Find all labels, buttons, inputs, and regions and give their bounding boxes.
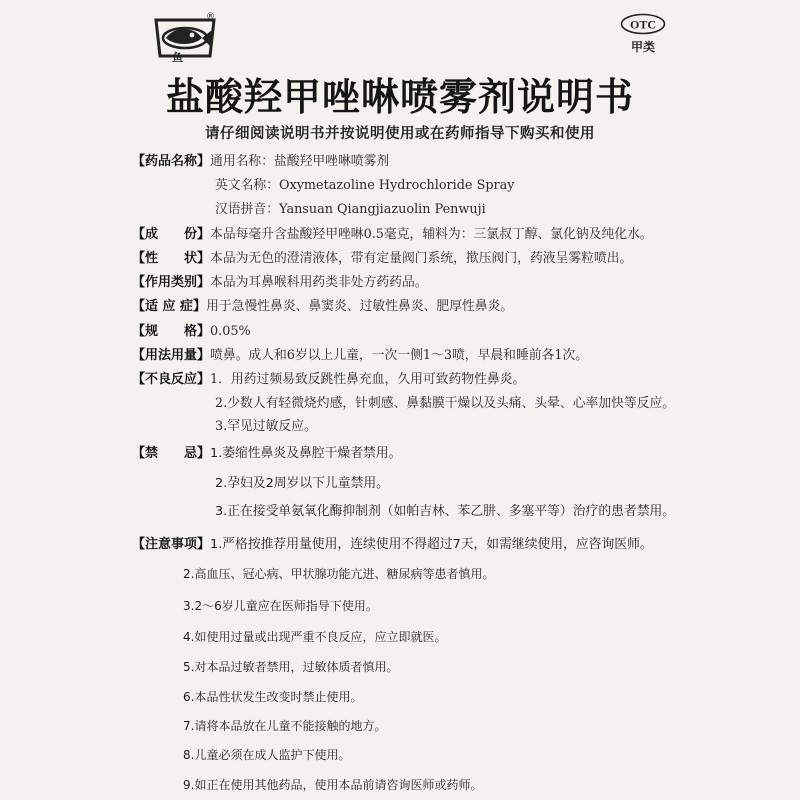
adverse-item: 1．用药过频易致反跳性鼻充血，久用可致药物性鼻炎。: [210, 372, 526, 387]
adverse-row: [132, 368, 525, 387]
indications-text: 用于急慢性鼻炎、鼻窦炎、过敏性鼻炎、肥厚性鼻炎。: [206, 299, 514, 314]
category-text: 本品为耳鼻喉科用药类非处方药药品。: [210, 275, 428, 290]
ingredients-text: 本品每毫升含盐酸羟甲唑啉0.5毫克，辅料为：三氯叔丁醇、氯化钠及纯化水。: [210, 227, 653, 242]
adverse-item: 2.少数人有轻微烧灼感，针刺感、鼻黏膜干燥以及头痛、头晕、心率加快等反应。: [215, 396, 676, 411]
dosage-text: 喷鼻。成人和6岁以上儿童，一次一侧1～3喷，早晨和睡前各1次。: [210, 348, 589, 363]
logo-text: 鱼: [172, 51, 183, 64]
generic-name: 通用名称：盐酸羟甲唑啉喷雾剂: [210, 154, 390, 169]
appearance-row: [132, 247, 632, 266]
contraindication-item: 2.孕妇及2周岁以下儿童禁用。: [215, 476, 389, 491]
precaution-item: 4.如使用过量或出现严重不良反应，应立即就医。: [183, 630, 447, 644]
section-label: 【适 应 症】: [132, 299, 207, 314]
precaution-item: 3.2～6岁儿童应在医师指导下使用。: [183, 599, 378, 613]
precaution-item: 7.请将本品放在儿童不能接触的地方。: [183, 719, 387, 733]
precaution-item: 9.如正在使用其他药品，使用本品前请咨询医师或药师。: [183, 778, 483, 792]
ingredients-row: [132, 223, 653, 242]
section-label: 【不良反应】: [132, 372, 211, 387]
contraindications-row: [132, 442, 401, 461]
registered-mark: ®: [206, 12, 215, 22]
pinyin-name: 汉语拼音：Yansuan Qiangjiazuolin Penwuji: [215, 202, 486, 217]
otc-badge-text: OTC: [629, 17, 657, 32]
section-label: 【作用类别】: [132, 275, 211, 290]
section-label: 【用法用量】: [132, 348, 211, 363]
dosage-row: [132, 344, 588, 363]
precaution-item: 8.儿童必须在成人监护下使用。: [183, 748, 351, 762]
category-row: [132, 271, 428, 290]
precaution-item: 6.本品性状发生改变时禁止使用。: [183, 690, 363, 704]
section-label: 【注意事项】: [132, 537, 211, 552]
precaution-item: 5.对本品过敏者禁用，过敏体质者慎用。: [183, 660, 399, 674]
contraindication-item: 1.萎缩性鼻炎及鼻腔干燥者禁用。: [210, 446, 402, 461]
adverse-item: 3.罕见过敏反应。: [215, 419, 317, 434]
section-label: 【规 格】: [132, 324, 211, 339]
spec-row: [132, 320, 251, 339]
otc-oval-icon: [620, 13, 666, 35]
spec-text: 0.05%: [210, 324, 251, 339]
section-label: 【药品名称】: [132, 154, 211, 169]
precautions-row: [132, 533, 653, 552]
section-label: 【禁 忌】: [132, 446, 211, 461]
contraindication-item: 3.正在接受单氨氧化酶抑制剂（如帕吉林、苯乙肼、多塞平等）治疗的患者禁用。: [215, 504, 676, 519]
english-name: 英文名称：Oxymetazoline Hydrochloride Spray: [215, 178, 515, 193]
section-label: 【成 份】: [132, 227, 211, 242]
appearance-text: 本品为无色的澄清液体，带有定量阀门系统，揿压阀门，药液呈雾粒喷出。: [210, 251, 633, 266]
precaution-item: 2.高血压、冠心病、甲状腺功能亢进、糖尿病等患者慎用。: [183, 567, 495, 581]
page-subtitle: 请仔细阅读说明书并按说明使用或在药师指导下购买和使用: [205, 126, 595, 142]
indications-row: [132, 295, 513, 314]
precaution-item: 1.严格按推荐用量使用，连续使用不得超过7天，如需继续使用，应咨询医师。: [210, 537, 653, 552]
drug-name-row: [132, 150, 389, 169]
fish-logo-icon: [152, 16, 218, 62]
page-title: 盐酸羟甲唑啉喷雾剂说明书: [165, 75, 634, 119]
otc-class: 甲类: [631, 40, 656, 54]
section-label: 【性 状】: [132, 251, 211, 266]
